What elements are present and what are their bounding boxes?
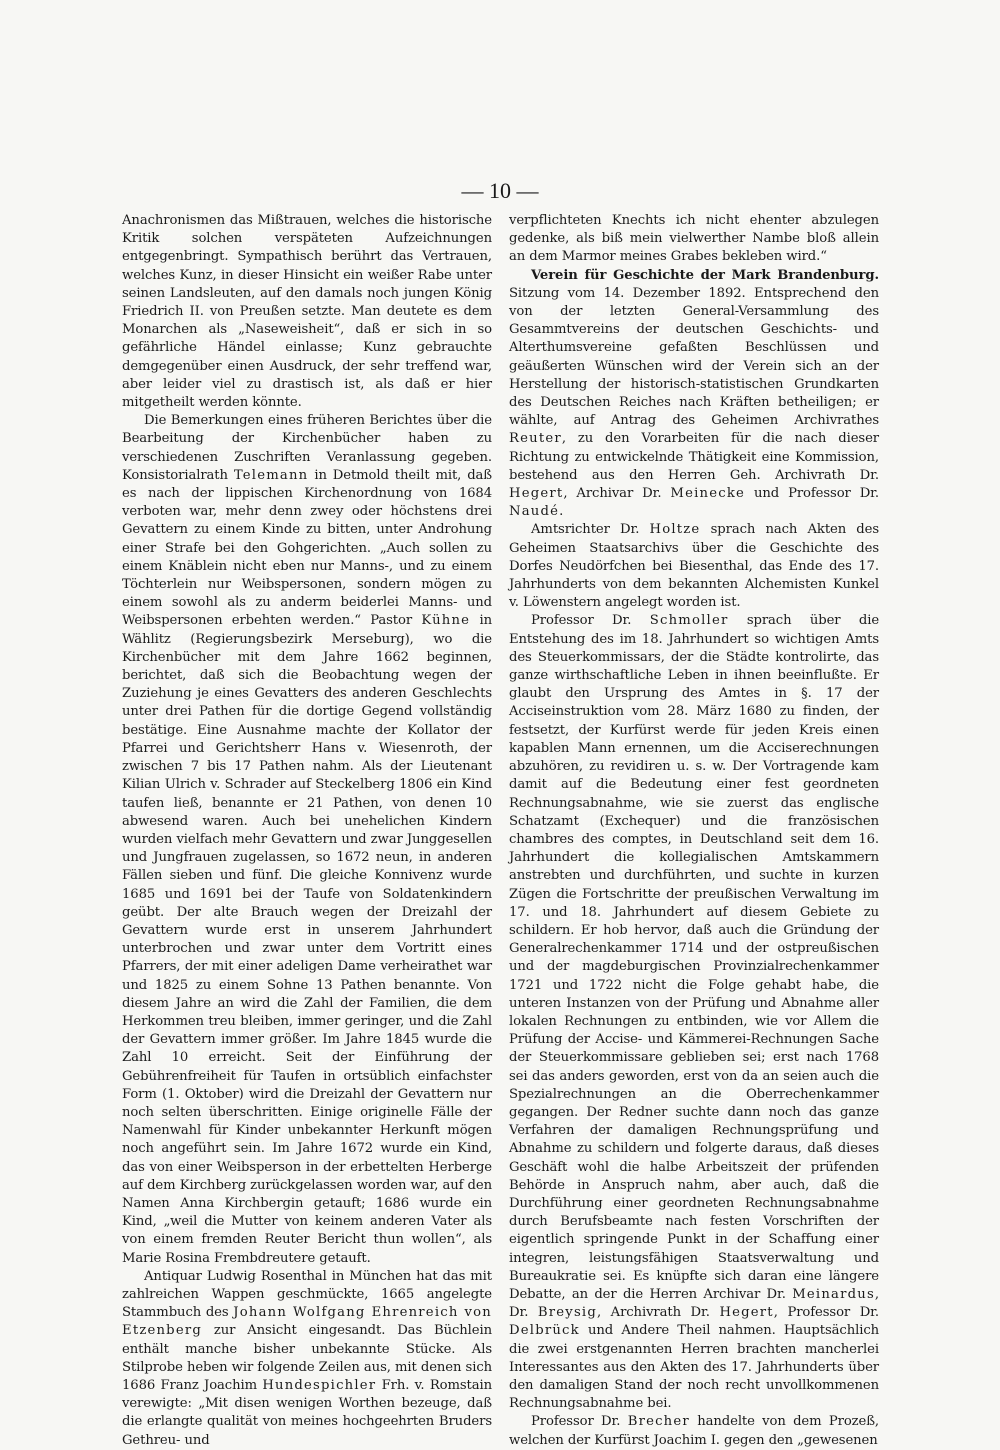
name-hegert-2: Hegert: [719, 1305, 774, 1321]
right-column: [509, 212, 879, 1450]
page-number: — 10 —: [461, 178, 539, 203]
paragraph-stammbuch: Antiquar Ludwig Rosenthal in München hat das mit zahlreichen Wappen geschmückte, 1665 angelegte Stammbuch des Johann Wolfgang Ehrenreich von Etzenberg zur Ansicht eingesandt. Das Büchlein enthält manche bisher unbekannte Stücke. Als Stilprobe heben wir folgende Zeilen aus, mit denen sich 1686 Franz Joachim Hundespichler Frh. v. Romstain verewigte: „Mit disen wenigen Worthen bezeuge, daß die erlangte qualität von meines hochgeehrten Bruders Gethreu- und: [122, 1268, 493, 1448]
name-meinardus: Meinardus: [792, 1286, 875, 1302]
name-telemann: Telemann: [233, 467, 309, 483]
paragraph-schmoller: Professor Dr. Schmoller sprach über die Entstehung des im 18. Jahrhundert so wichtigen Amts des Steuerkommissars, der die Städte kontrolirte, das ganze wirthschaftliche Leben in ihnen beeinflußte. Er glaubt den Ursprung des Amtes in §. 17 der Acciseinstruktion vom 28. März 1680 zu finden, der festsetzt, der Kurfürst werde für jeden Kreis einen kapablen Mann ernennen, um die Acciserechnungen abzuhören, zu revidiren u. s. w. Der Vortragende kam damit auf die Bedeutung einer fest geordneten Rechnungsabnahme, wie sie zuerst das englische Schatzamt (Exchequer) und die französischen chambres des comptes, in Deutschland seit dem 16. Jahrhundert die kollegialischen Amtskammern anstrebten und durchführten, und suchte in kurzen Zügen die Fortschritte der preußischen Verwaltung im 17. und 18. Jahrhundert auf diesem Gebiete zu schildern. Er hob hervor, daß auch die Gründung der Generalrechenkammer 1714 und der ostpreußischen und der magdeburgischen Provinzialrechenkammer 1721 und 1722 nicht die Folge gehabt habe, die unteren Instanzen von der Prüfung und Abnahme aller lokalen Rechnungen zu entbinden, wie vor Allem die Prüfung der Accise- und Kämmerei-Rechnungen Sache der Steuerkommissare geblieben sei; erst nach 1768 sei das anders geworden, erst von da an seien auch die Spezialrechnungen an die Oberrechenkammer gegangen. Der Redner suchte dann noch das ganze Verfahren der damaligen Rechnungsprüfung und Abnahme zu schildern und folgerte daraus, daß dieses Geschäft wohl die halbe Arbeitszeit der prüfenden Behörde in Anspruch nahm, aber auch, daß die Durchführung einer geordneten Rechnungsabnahme durch Berufsbeamte nach festen Vorschriften der eigentlich springende Punkt in der Schaffung einer integren, leistungsfähigen Staatsverwaltung und Bureaukratie sei. Es knüpfte sich daran eine längere Debatte, an der die Herren Archivar Dr. Meinardus, Dr. Breysig, Archivrath Dr. Hegert, Professor Dr. Delbrück und Andere Theil nahmen. Hauptsächlich die zwei erstgenannten Herren brachten mancherlei Interessantes aus den Akten des 17. Jahrhunderts über den damaligen Stand der noch recht unvollkommenen Rechnungsabnahme bei.: [509, 613, 880, 1412]
paragraph-brecher: Professor Dr. Brecher handelte von dem Prozeß, welchen der Kurfürst Joachim I. gegen den „gewesenen: [509, 1414, 880, 1448]
paragraph-kirchenbuecher: Die Bemerkungen eines früheren Berichtes über die Bearbeitung der Kirchenbücher haben zu verschiedenen Zuschriften Veranlassung gegeben. Konsistorialrath Telemann in Detmold theilt mit, daß es nach der lippischen Kirchenordnung von 1684 verboten war, mehr denn zwey oder höchstens drei Gevattern zu einem Kinde zu bitten, unter Androhung einer Strafe bei den Gohgerichten. „Auch sollen zu einem Knäblein nicht eben nur Manns-, und zu einem Töchterlein nur Weibspersonen, sondern mögen zu einem sowohl als zu anderm beiderlei Manns- und Weibspersonen erbehten werden.“ Pastor Kühne in Wählitz (Regierungsbezirk Merseburg), wo die Kirchenbücher mit dem Jahre 1662 beginnen, berichtet, daß sich die Beobachtung wegen der Zuziehung je eines Gevatters des anderen Geschlechts unter drei Pathen für die dortige Gegend vollständig bestätige. Eine Ausnahme machte der Kollator der Pfarrei und Gerichtsherr Hans v. Wiesenroth, der zwischen 7 bis 17 Pathen nahm. Als der Lieutenant Kilian Ulrich v. Schrader auf Steckelberg 1806 ein Kind taufen ließ, benannte er 21 Pathen, von denen 10 abwesend waren. Auch bei unehelichen Kindern wurden vielfach mehr Gevattern und zwar Junggesellen und Jungfrauen zugelassen, so 1672 neun, in anderen Fällen sieben und fünf. Die gleiche Konnivenz wurde 1685 und 1691 bei der Taufe von Soldatenkindern geübt. Der alte Brauch wegen der Dreizahl der Gevattern wurde erst in unserem Jahrhundert unterbrochen und zwar unter dem Vortritt eines Pfarrers, der mit einer adeligen Dame verheirathet war und 1825 zu einem Sohne 13 Pathen benannte. Von diesem Jahre an wird die Zahl der Familien, die dem Herkommen treu bleiben, immer geringer, und die Zahl der Gevattern immer größer. Im Jahre 1845 wurde die Zahl 10 erreicht. Seit der Einführung der Gebührenfreiheit für Taufen in ortsüblich einfachster Form (1. Oktober) wird die Dreizahl der Gevattern nur noch selten überschritten. Einige originelle Fälle der Namenwahl für Kinder unbekannter Herkunft mögen noch angeführt sein. Im Jahre 1672 wurde ein Kind, das von einer Weibsperson in der erbettelten Herberge auf dem Kirchberg zurückgelassen worden war, auf den Namen Anna Kirchbergin getauft; 1686 wurde ein Kind, „weil die Mutter von keinem anderen Vater als von einem fremden Reuter Bericht thun wollen“, als Marie Rosina Frembdreutere getauft.: [122, 413, 493, 1266]
name-meinecke: Meinecke: [670, 486, 746, 502]
name-breysig: Breysig: [537, 1305, 597, 1321]
name-kuehne: Kühne: [421, 613, 471, 629]
paragraph-holtze: Amtsrichter Dr. Holtze sprach nach Akten des Geheimen Staatsarchivs über die Geschichte des Dorfes Neudörfchen bei Biesenthal, das Ende des 17. Jahrhunderts von dem bekannten Alchemisten Kunkel v. Löwenstern angelegt worden ist.: [509, 522, 880, 611]
section-heading: Verein für Geschichte der Mark Brandenburg.: [531, 267, 879, 283]
name-reuter: Reuter: [509, 431, 562, 447]
paragraph-quote-end: verpflichteten Knechts ich nicht ehenter abzulegen gedenke, als biß mein vielwerther Nambe bloß allein an dem Marmor meines Grabes bekleben wird.“: [509, 213, 879, 265]
left-column: [122, 212, 492, 1450]
name-etzenberg: Johann Wolfgang Ehrenreich von Etzenberg: [122, 1305, 493, 1339]
name-holtze: Holtze: [649, 522, 701, 538]
name-hegert: Hegert: [509, 486, 564, 502]
name-naude: Naudé: [509, 504, 560, 520]
name-brecher: Brecher: [627, 1414, 690, 1430]
name-hundespichler: Hundespichler: [262, 1378, 377, 1393]
name-schmoller: Schmoller: [649, 613, 729, 629]
paragraph-anachronismen: Anachronismen das Mißtrauen, welches die historische Kritik solchen verspäteten Aufzeichnungen entgegenbringt. Sympathisch berührt das Vertrauen, welches Kunz, in dieser Hinsicht ein weißer Rabe unter seinen Landsleuten, auf den damals noch jungen König Friedrich II. von Preußen setzte. Man deutete es dem Monarchen als „Naseweisheit“, daß er sich in so gefährliche Händel einlasse; Kunz gebrauchte demgegenüber einen Ausdruck, der sehr treffend war, aber leider viel zu drastisch ist, als daß er hier mitgetheilt werden könnte.: [122, 213, 492, 411]
paragraph-verein: Verein für Geschichte der Mark Brandenburg. Sitzung vom 14. Dezember 1892. Entsprechend den von der letzten General-Versammlung des Gesammtvereins der deutschen Geschichts- und Alterthumsvereine gefaßten Beschlüssen und geäußerten Wünschen wird der Verein sich an der Herstellung der historisch-statistischen Grundkarten des Deutschen Reiches nach Kräften betheiligen; er wählte, auf Antrag des Geheimen Archivrathes Reuter, zu den Vorarbeiten für die nach dieser Richtung zu entwickelnde Thätigkeit eine Kommission, bestehend aus den Herren Geh. Archivrath Dr. Hegert, Archivar Dr. Meinecke und Professor Dr. Naudé.: [509, 267, 880, 520]
name-delbrueck: Delbrück: [509, 1323, 580, 1339]
